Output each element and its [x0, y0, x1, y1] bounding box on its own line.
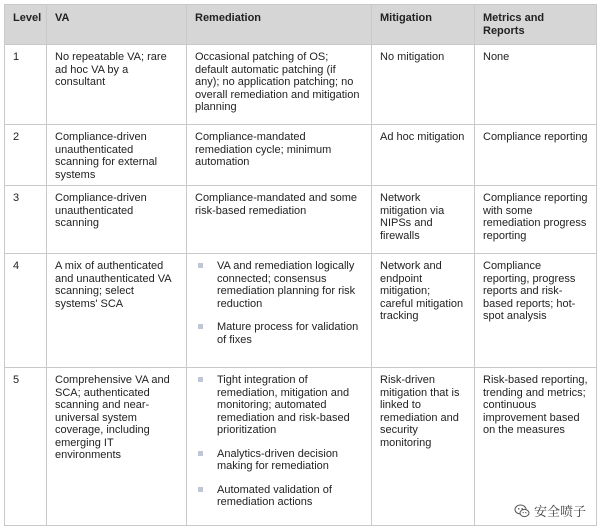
cell-metrics: Compliance reporting with some remediation progress reporting — [475, 186, 597, 254]
table-row — [5, 186, 597, 254]
list-item-text: Analytics-driven decision making for remediation — [217, 447, 339, 472]
cell-mitigation: Risk-driven mitigation that is linked to remediation and security monitoring — [372, 368, 475, 526]
square-bullet-icon — [198, 377, 203, 382]
square-bullet-icon — [198, 487, 203, 492]
cell-mitigation: Ad hoc mitigation — [372, 125, 475, 186]
cell-va: Compliance-driven unauthenticated scanning for external systems — [47, 125, 187, 186]
header-va: VA — [47, 5, 187, 45]
cell-remediation — [187, 254, 372, 368]
table-body — [5, 45, 597, 526]
remediation-list — [195, 374, 363, 509]
list-item — [195, 448, 363, 473]
header-mitigation: Mitigation — [372, 5, 475, 45]
cell-va: No repeatable VA; rare ad hoc VA by a consultant — [47, 45, 187, 125]
table-header — [5, 5, 597, 45]
cell-remediation — [187, 368, 372, 526]
maturity-table — [4, 4, 597, 526]
list-item — [195, 374, 363, 437]
list-item-text: VA and remediation logically connected; consensus remediation planning for risk reduction — [217, 260, 356, 310]
square-bullet-icon — [198, 324, 203, 329]
cell-va: Compliance-driven unauthenticated scanning — [47, 186, 187, 254]
list-item — [195, 484, 363, 509]
header-level: Level — [5, 5, 47, 45]
cell-mitigation: Network and endpoint mitigation; careful mitigation tracking — [372, 254, 475, 368]
remediation-list — [195, 260, 363, 346]
square-bullet-icon — [198, 263, 203, 268]
list-item-text: Tight integration of remediation, mitigation and monitoring; automated remediation and risk-based prioritization — [217, 374, 350, 436]
cell-va: A mix of authenticated and unauthenticated VA scanning; select systems' SCA — [47, 254, 187, 368]
header-metrics: Metrics and Reports — [475, 5, 597, 45]
cell-remediation: Compliance-mandated and some risk-based remediation — [187, 186, 372, 254]
square-bullet-icon — [198, 451, 203, 456]
cell-remediation: Occasional patching of OS; default automatic patching (if any); no application patching; no overall remediation and mitigation planning — [187, 45, 372, 125]
cell-level: 3 — [5, 186, 47, 254]
cell-level: 2 — [5, 125, 47, 186]
cell-level: 4 — [5, 254, 47, 368]
cell-remediation: Compliance-mandated remediation cycle; minimum automation — [187, 125, 372, 186]
cell-metrics: Risk-based reporting, trending and metrics; continuous improvement based on the measures — [475, 368, 597, 526]
watermark-text: 安全喷子 — [533, 504, 586, 519]
cell-mitigation: No mitigation — [372, 45, 475, 125]
list-item — [195, 321, 363, 346]
cell-metrics: Compliance reporting — [475, 125, 597, 186]
list-item — [195, 260, 363, 310]
list-item-text: Automated validation of remediation actions — [217, 483, 332, 508]
cell-metrics: Compliance reporting, progress reports and risk-based reports; hot-spot analysis — [475, 254, 597, 368]
cell-mitigation: Network mitigation via NIPSs and firewalls — [372, 186, 475, 254]
table-row — [5, 125, 597, 186]
watermark — [514, 501, 586, 520]
list-item-text: Mature process for validation of fixes — [217, 321, 359, 346]
header-row — [5, 5, 597, 45]
header-remediation: Remediation — [187, 5, 372, 45]
cell-level: 5 — [5, 368, 47, 526]
wechat-icon — [514, 503, 530, 519]
table-row — [5, 254, 597, 368]
table-row — [5, 45, 597, 125]
cell-va: Comprehensive VA and SCA; authenticated scanning and near-universal system coverage, including emerging IT environments — [47, 368, 187, 526]
cell-level: 1 — [5, 45, 47, 125]
table-row — [5, 368, 597, 526]
cell-metrics: None — [475, 45, 597, 125]
